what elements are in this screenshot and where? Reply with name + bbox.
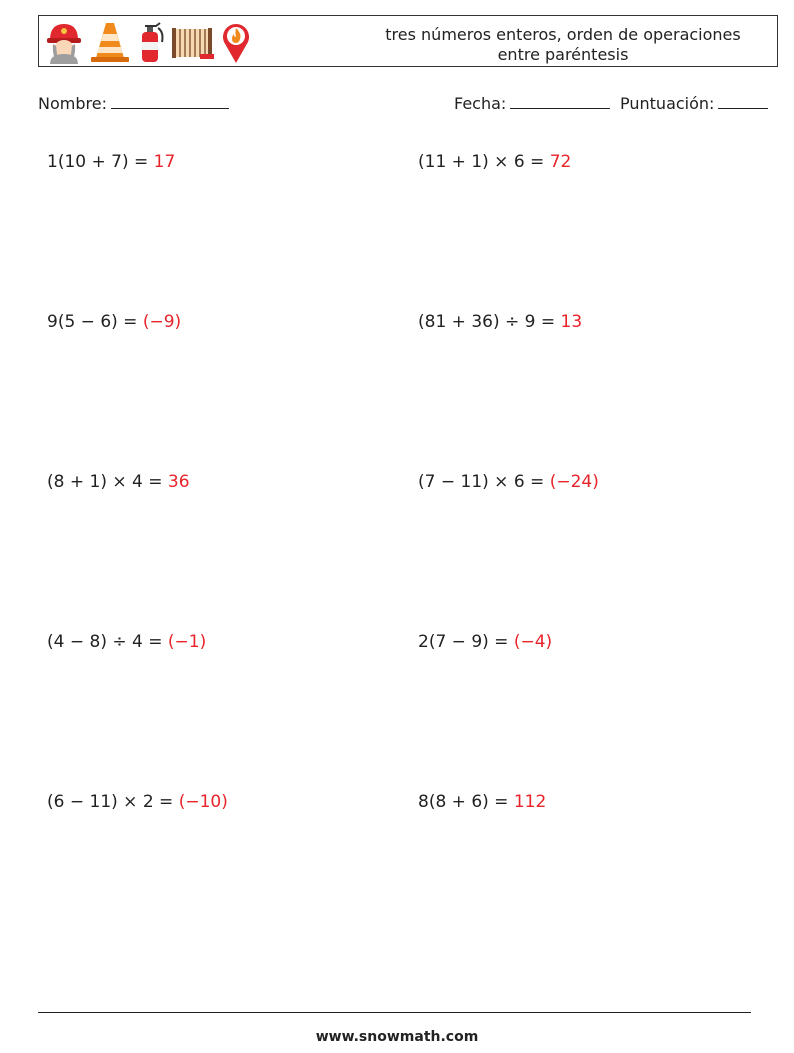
problem-expression: (7 − 11) × 6 = <box>418 472 550 492</box>
name-field <box>38 94 229 113</box>
problem-2 <box>418 152 571 172</box>
problem-8 <box>418 632 552 652</box>
problem-answer: 72 <box>549 152 572 172</box>
problem-answer: (−9) <box>142 312 182 332</box>
problem-expression: (6 − 11) × 2 = <box>47 792 179 812</box>
problem-answer: 17 <box>153 152 176 172</box>
problem-answer: 13 <box>560 312 583 332</box>
problem-expression: (11 + 1) × 6 = <box>418 152 550 172</box>
problem-5 <box>47 472 190 492</box>
problem-answer: 36 <box>167 472 190 492</box>
problem-answer: (−4) <box>513 632 553 652</box>
problem-expression: 2(7 − 9) = <box>418 632 514 652</box>
problem-6 <box>418 472 599 492</box>
problem-answer: 112 <box>513 792 547 812</box>
problem-expression: 1(10 + 7) = <box>47 152 154 172</box>
problem-1 <box>47 152 175 172</box>
name-blank[interactable] <box>111 94 229 109</box>
footer-site-link[interactable]: www.snowmath.com <box>315 1029 479 1045</box>
problem-expression: (8 + 1) × 4 = <box>47 472 168 492</box>
problem-expression: 9(5 − 6) = <box>47 312 143 332</box>
worksheet-title <box>363 25 763 65</box>
score-label: Puntuación: <box>620 94 715 113</box>
firefighter-icon <box>44 20 84 64</box>
footer-divider <box>38 1012 751 1013</box>
problem-3 <box>47 312 181 332</box>
header-icons <box>44 19 252 65</box>
fire-location-pin-icon <box>220 20 252 64</box>
problem-answer: (−1) <box>167 632 207 652</box>
problem-answer: (−24) <box>549 472 599 492</box>
date-label: Fecha: <box>454 94 507 113</box>
name-label: Nombre: <box>38 94 107 113</box>
score-blank[interactable] <box>718 94 768 109</box>
traffic-cone-icon <box>88 20 132 64</box>
title-line-2: entre paréntesis <box>497 45 629 64</box>
date-blank[interactable] <box>510 94 610 109</box>
fire-extinguisher-icon <box>136 20 166 64</box>
date-field <box>454 94 610 113</box>
title-line-1: tres números enteros, orden de operaciones <box>385 25 741 44</box>
problem-10 <box>418 792 546 812</box>
score-field <box>620 94 768 113</box>
worksheet-header <box>38 15 778 67</box>
problem-4 <box>418 312 582 332</box>
problem-9 <box>47 792 228 812</box>
problem-expression: (81 + 36) ÷ 9 = <box>418 312 561 332</box>
problem-answer: (−10) <box>178 792 228 812</box>
fire-hose-icon <box>170 20 216 64</box>
problem-expression: (4 − 8) ÷ 4 = <box>47 632 168 652</box>
problem-expression: 8(8 + 6) = <box>418 792 514 812</box>
problem-7 <box>47 632 206 652</box>
